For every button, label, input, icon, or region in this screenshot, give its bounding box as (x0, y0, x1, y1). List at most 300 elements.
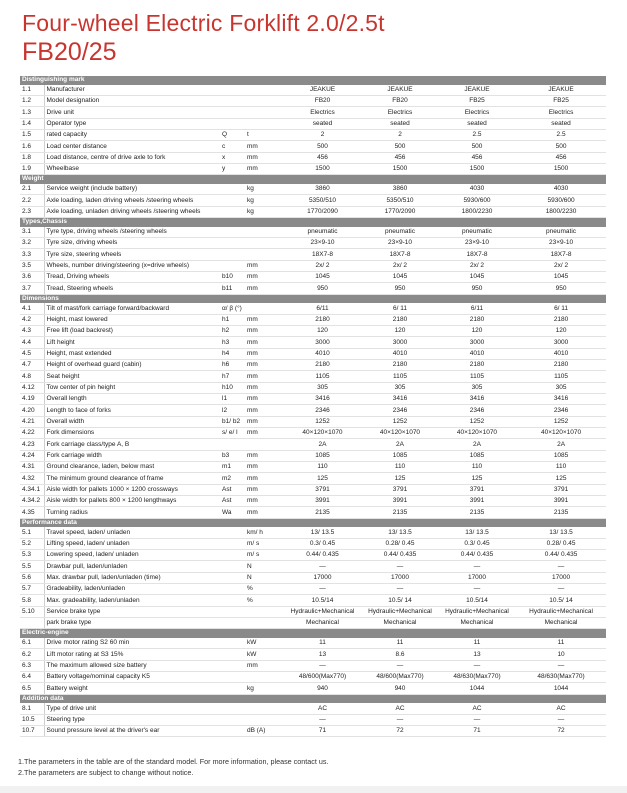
value-fb25-a: AC (438, 703, 516, 714)
symbol: b3 (220, 450, 245, 461)
value-fb25-a: 1044 (438, 683, 516, 694)
item-number: 5.7 (20, 584, 44, 595)
symbol (220, 227, 245, 238)
unit: m/ s (245, 550, 283, 561)
item-label: Tyre type, driving wheels /steering wheels (44, 227, 220, 238)
value-fb25-b: 48/630(Max770) (516, 672, 606, 683)
item-number: 3.5 (20, 260, 44, 271)
value-fb25-b: 13/ 13.5 (516, 527, 606, 538)
item-label: Manufacturer (44, 85, 220, 96)
value-fb20-a: 305 (283, 382, 362, 393)
item-number: 4.23 (20, 439, 44, 450)
table-row (20, 618, 606, 629)
value-fb20-a: 4010 (283, 348, 362, 359)
value-fb25-a: seated (438, 118, 516, 129)
value-fb25-b: 120 (516, 325, 606, 336)
table-row (20, 325, 606, 336)
value-fb20-b: — (362, 584, 438, 595)
item-label: Steering type (44, 714, 220, 725)
value-fb25-a: 1085 (438, 450, 516, 461)
section-title: Types,Chassis (20, 217, 606, 226)
unit (245, 439, 283, 450)
table-row (20, 714, 606, 725)
value-fb20-a: 3000 (283, 337, 362, 348)
item-number: 6.4 (20, 672, 44, 683)
value-fb25-b: 11 (516, 638, 606, 649)
value-fb25-a: 2.5 (438, 129, 516, 140)
symbol (220, 606, 245, 617)
unit (245, 227, 283, 238)
item-number: 10.5 (20, 714, 44, 725)
table-row (20, 227, 606, 238)
value-fb20-b: — (362, 714, 438, 725)
item-label: Sound pressure level at the driver's ear (44, 726, 220, 737)
unit: mm (245, 371, 283, 382)
value-fb25-a: 120 (438, 325, 516, 336)
item-number: 4.24 (20, 450, 44, 461)
value-fb20-b: 11 (362, 638, 438, 649)
table-row (20, 85, 606, 96)
item-number: 1.4 (20, 118, 44, 129)
symbol: c (220, 141, 245, 152)
value-fb20-b: — (362, 561, 438, 572)
symbol (220, 714, 245, 725)
value-fb20-a: 2346 (283, 405, 362, 416)
table-row (20, 439, 606, 450)
value-fb25-a: 3991 (438, 496, 516, 507)
value-fb20-a: — (283, 714, 362, 725)
symbol (220, 439, 245, 450)
table-row (20, 382, 606, 393)
item-label: Gradeability, laden/unladen (44, 584, 220, 595)
item-number: 4.22 (20, 428, 44, 439)
unit: N (245, 561, 283, 572)
item-label: Overall width (44, 416, 220, 427)
value-fb25-b: 125 (516, 473, 606, 484)
item-number: 5.5 (20, 561, 44, 572)
symbol (220, 660, 245, 671)
value-fb20-a: 2 (283, 129, 362, 140)
value-fb25-a: 6/11 (438, 303, 516, 314)
item-label: Lifting speed, laden/ unladen (44, 538, 220, 549)
table-row (20, 450, 606, 461)
value-fb20-a: 1045 (283, 271, 362, 282)
item-label: Ground clearance, laden, below mast (44, 462, 220, 473)
item-label: Fork carriage width (44, 450, 220, 461)
section-header (20, 76, 606, 85)
value-fb25-b: 1105 (516, 371, 606, 382)
item-number: 5.3 (20, 550, 44, 561)
unit: mm (245, 337, 283, 348)
unit: km/ h (245, 527, 283, 538)
item-label: Axle loading, unladen driving wheels /steering wheels (44, 206, 220, 217)
value-fb25-b: 110 (516, 462, 606, 473)
item-label: Travel speed, laden/ unladen (44, 527, 220, 538)
symbol (220, 550, 245, 561)
value-fb25-a: — (438, 584, 516, 595)
symbol: h3 (220, 337, 245, 348)
value-fb25-a: 4030 (438, 184, 516, 195)
item-number: 1.8 (20, 152, 44, 163)
item-number: 5.8 (20, 595, 44, 606)
table-row (20, 726, 606, 737)
item-label: Seat height (44, 371, 220, 382)
item-label: Load distance, centre of drive axle to fork (44, 152, 220, 163)
symbol: h10 (220, 382, 245, 393)
table-row (20, 184, 606, 195)
table-row (20, 507, 606, 518)
value-fb20-a: 3860 (283, 184, 362, 195)
value-fb25-b: 2180 (516, 359, 606, 370)
value-fb20-b: 1500 (362, 164, 438, 175)
item-number: 1.6 (20, 141, 44, 152)
table-row (20, 496, 606, 507)
item-number: 4.32 (20, 473, 44, 484)
table-row (20, 473, 606, 484)
value-fb20-a: — (283, 584, 362, 595)
value-fb20-a: 17000 (283, 572, 362, 583)
value-fb25-a: — (438, 561, 516, 572)
unit (245, 249, 283, 260)
value-fb20-a: 500 (283, 141, 362, 152)
footnote-2: 2.The parameters are subject to change without notice. (18, 767, 194, 777)
value-fb25-a: Electrics (438, 107, 516, 118)
item-number: 4.20 (20, 405, 44, 416)
value-fb25-b: 10.5/ 14 (516, 595, 606, 606)
item-number: 3.3 (20, 249, 44, 260)
symbol: Ast (220, 496, 245, 507)
unit: mm (245, 382, 283, 393)
value-fb20-a: AC (283, 703, 362, 714)
value-fb20-b: 17000 (362, 572, 438, 583)
unit: mm (245, 325, 283, 336)
value-fb20-b: 1105 (362, 371, 438, 382)
value-fb25-a: 10.5/14 (438, 595, 516, 606)
value-fb20-b: 2346 (362, 405, 438, 416)
value-fb20-a: Mechanical (283, 618, 362, 629)
value-fb25-a: 1252 (438, 416, 516, 427)
unit: kg (245, 184, 283, 195)
value-fb20-b: pneumatic (362, 227, 438, 238)
symbol: h2 (220, 325, 245, 336)
unit: % (245, 595, 283, 606)
symbol: m2 (220, 473, 245, 484)
item-label: Lowering speed, laden/ unladen (44, 550, 220, 561)
value-fb25-a: 13 (438, 649, 516, 660)
value-fb20-a: 1770/2090 (283, 206, 362, 217)
value-fb25-b: AC (516, 703, 606, 714)
value-fb20-b: 940 (362, 683, 438, 694)
table-row (20, 683, 606, 694)
value-fb25-b: 6/ 11 (516, 303, 606, 314)
item-number: 3.7 (20, 283, 44, 294)
value-fb25-a: 23×9-10 (438, 237, 516, 248)
value-fb20-b: 40×120×1070 (362, 428, 438, 439)
symbol (220, 672, 245, 683)
item-label: Aisle width for pallets 800 × 1200 lengthways (44, 496, 220, 507)
value-fb20-b: 2135 (362, 507, 438, 518)
value-fb20-b: 120 (362, 325, 438, 336)
value-fb25-a: 1045 (438, 271, 516, 282)
value-fb25-a: Mechanical (438, 618, 516, 629)
section-title: Weight (20, 175, 606, 184)
table-row (20, 462, 606, 473)
item-number: 1.5 (20, 129, 44, 140)
symbol (220, 572, 245, 583)
value-fb20-b: 2180 (362, 314, 438, 325)
item-number: 4.21 (20, 416, 44, 427)
table-row (20, 584, 606, 595)
value-fb20-b: 5350/510 (362, 195, 438, 206)
value-fb25-b: — (516, 714, 606, 725)
symbol: l1 (220, 393, 245, 404)
unit: mm (245, 428, 283, 439)
table-row (20, 595, 606, 606)
table-row (20, 359, 606, 370)
item-label: Axle loading, laden driving wheels /steering wheels (44, 195, 220, 206)
value-fb20-b: 500 (362, 141, 438, 152)
value-fb25-b: 3416 (516, 393, 606, 404)
value-fb20-a: 71 (283, 726, 362, 737)
item-number: 4.34.2 (20, 496, 44, 507)
item-number (20, 618, 44, 629)
value-fb20-b: 2x/ 2 (362, 260, 438, 271)
value-fb25-a: 2180 (438, 359, 516, 370)
value-fb20-b: Electrics (362, 107, 438, 118)
item-number: 6.5 (20, 683, 44, 694)
table-row (20, 303, 606, 314)
value-fb20-b: 1770/2090 (362, 206, 438, 217)
value-fb20-a: 3791 (283, 484, 362, 495)
symbol (220, 527, 245, 538)
item-number: 4.4 (20, 337, 44, 348)
value-fb20-a: 3416 (283, 393, 362, 404)
symbol (220, 118, 245, 129)
item-label: The minimum ground clearance of frame (44, 473, 220, 484)
value-fb25-a: 2A (438, 439, 516, 450)
value-fb25-b: Electrics (516, 107, 606, 118)
value-fb20-b: 72 (362, 726, 438, 737)
table-row (20, 672, 606, 683)
section-title: Addition data (20, 694, 606, 703)
value-fb25-b: 2135 (516, 507, 606, 518)
item-label: Max. drawbar pull, laden/unladen (time) (44, 572, 220, 583)
table-row (20, 572, 606, 583)
item-label: Fork carriage class/type A, B (44, 439, 220, 450)
value-fb20-b: 1085 (362, 450, 438, 461)
item-label: Operator type (44, 118, 220, 129)
symbol: Wa (220, 507, 245, 518)
value-fb20-a: 18X7-8 (283, 249, 362, 260)
unit: mm (245, 405, 283, 416)
item-label: Model designation (44, 95, 220, 106)
symbol (220, 703, 245, 714)
item-number: 4.12 (20, 382, 44, 393)
value-fb20-b: 950 (362, 283, 438, 294)
table-row (20, 428, 606, 439)
section-title: Dimensions (20, 294, 606, 303)
item-label: Wheelbase (44, 164, 220, 175)
value-fb25-b: 1252 (516, 416, 606, 427)
value-fb25-a: 71 (438, 726, 516, 737)
value-fb20-b: 305 (362, 382, 438, 393)
unit: mm (245, 359, 283, 370)
value-fb20-a: 950 (283, 283, 362, 294)
value-fb20-b: 18X7-8 (362, 249, 438, 260)
unit (245, 618, 283, 629)
symbol (220, 95, 245, 106)
section-title: Performance data (20, 518, 606, 527)
symbol: h4 (220, 348, 245, 359)
item-label: Aisle width for pallets 1000 × 1200 crossways (44, 484, 220, 495)
value-fb20-a: 0.44/ 0.435 (283, 550, 362, 561)
value-fb20-b: 4010 (362, 348, 438, 359)
value-fb25-a: 1105 (438, 371, 516, 382)
value-fb20-a: — (283, 660, 362, 671)
value-fb25-a: 2180 (438, 314, 516, 325)
value-fb20-b: Hydraulic+Mechanical (362, 606, 438, 617)
unit (245, 714, 283, 725)
value-fb20-b: 0.28/ 0.45 (362, 538, 438, 549)
table-row (20, 649, 606, 660)
value-fb25-a: 305 (438, 382, 516, 393)
symbol: s/ e/ l (220, 428, 245, 439)
unit: mm (245, 283, 283, 294)
value-fb20-a: 10.5/14 (283, 595, 362, 606)
table-row (20, 405, 606, 416)
value-fb25-a: 1500 (438, 164, 516, 175)
value-fb25-a: Hydraulic+Mechanical (438, 606, 516, 617)
value-fb25-b: 0.28/ 0.45 (516, 538, 606, 549)
item-number: 5.10 (20, 606, 44, 617)
item-number: 5.6 (20, 572, 44, 583)
unit: m/ s (245, 538, 283, 549)
table-row (20, 164, 606, 175)
value-fb25-b: 1085 (516, 450, 606, 461)
symbol (220, 195, 245, 206)
value-fb20-a: 2180 (283, 314, 362, 325)
value-fb20-a: JEAKUE (283, 85, 362, 96)
table-row (20, 371, 606, 382)
unit: mm (245, 473, 283, 484)
symbol: Q (220, 129, 245, 140)
value-fb20-a: 1105 (283, 371, 362, 382)
item-label: Service weight (include battery) (44, 184, 220, 195)
value-fb25-b: 2.5 (516, 129, 606, 140)
symbol (220, 683, 245, 694)
value-fb25-b: 4030 (516, 184, 606, 195)
value-fb20-b: 0.44/ 0.435 (362, 550, 438, 561)
table-row (20, 283, 606, 294)
value-fb25-a: 456 (438, 152, 516, 163)
value-fb20-a: 40×120×1070 (283, 428, 362, 439)
table-row (20, 141, 606, 152)
unit: mm (245, 260, 283, 271)
value-fb20-a: 2A (283, 439, 362, 450)
item-label: Tilt of mast/fork carriage forward/backward (44, 303, 220, 314)
value-fb25-a: FB25 (438, 95, 516, 106)
item-number: 4.1 (20, 303, 44, 314)
value-fb20-a: 1500 (283, 164, 362, 175)
value-fb20-b: 3416 (362, 393, 438, 404)
value-fb25-a: 0.3/ 0.45 (438, 538, 516, 549)
item-number: 6.1 (20, 638, 44, 649)
symbol: h6 (220, 359, 245, 370)
item-label: Tyre size, driving wheels (44, 237, 220, 248)
table-row (20, 416, 606, 427)
unit: mm (245, 141, 283, 152)
value-fb25-b: Mechanical (516, 618, 606, 629)
item-number: 5.2 (20, 538, 44, 549)
value-fb20-b: 2180 (362, 359, 438, 370)
value-fb25-b: 0.44/ 0.435 (516, 550, 606, 561)
symbol (220, 726, 245, 737)
symbol (220, 260, 245, 271)
value-fb20-b: — (362, 660, 438, 671)
value-fb20-b: 6/ 11 (362, 303, 438, 314)
unit: mm (245, 416, 283, 427)
value-fb20-a: 0.3/ 0.45 (283, 538, 362, 549)
unit: % (245, 584, 283, 595)
value-fb20-b: 1045 (362, 271, 438, 282)
table-row (20, 638, 606, 649)
item-label: Free lift (load backrest) (44, 325, 220, 336)
symbol: x (220, 152, 245, 163)
table-row (20, 260, 606, 271)
unit: kg (245, 195, 283, 206)
unit (245, 237, 283, 248)
symbol: l2 (220, 405, 245, 416)
item-number: 3.2 (20, 237, 44, 248)
symbol: h1 (220, 314, 245, 325)
symbol: b10 (220, 271, 245, 282)
item-label: Lift motor rating at S3 15% (44, 649, 220, 660)
symbol: m1 (220, 462, 245, 473)
value-fb20-b: 8.6 (362, 649, 438, 660)
item-number: 1.2 (20, 95, 44, 106)
unit: dB (A) (245, 726, 283, 737)
item-number: 4.5 (20, 348, 44, 359)
value-fb20-a: 940 (283, 683, 362, 694)
table-row (20, 606, 606, 617)
item-number: 4.7 (20, 359, 44, 370)
value-fb25-b: 40×120×1070 (516, 428, 606, 439)
value-fb25-a: 950 (438, 283, 516, 294)
unit: mm (245, 484, 283, 495)
item-label: Battery voltage/nominal capacity K5 (44, 672, 220, 683)
value-fb25-a: 48/630(Max770) (438, 672, 516, 683)
value-fb20-a: 2180 (283, 359, 362, 370)
item-label: Load center distance (44, 141, 220, 152)
value-fb20-a: 456 (283, 152, 362, 163)
unit: mm (245, 393, 283, 404)
item-number: 3.1 (20, 227, 44, 238)
section-title: Electric-engine (20, 629, 606, 638)
unit: mm (245, 462, 283, 473)
unit: mm (245, 152, 283, 163)
symbol: Ast (220, 484, 245, 495)
value-fb20-a: 13/ 13.5 (283, 527, 362, 538)
section-header (20, 175, 606, 184)
model-title: FB20/25 (22, 38, 117, 66)
value-fb25-a: 1800/2230 (438, 206, 516, 217)
value-fb25-b: pneumatic (516, 227, 606, 238)
section-header (20, 694, 606, 703)
value-fb20-a: 1252 (283, 416, 362, 427)
value-fb20-b: 2A (362, 439, 438, 450)
value-fb20-b: 10.5/ 14 (362, 595, 438, 606)
value-fb25-a: 3791 (438, 484, 516, 495)
